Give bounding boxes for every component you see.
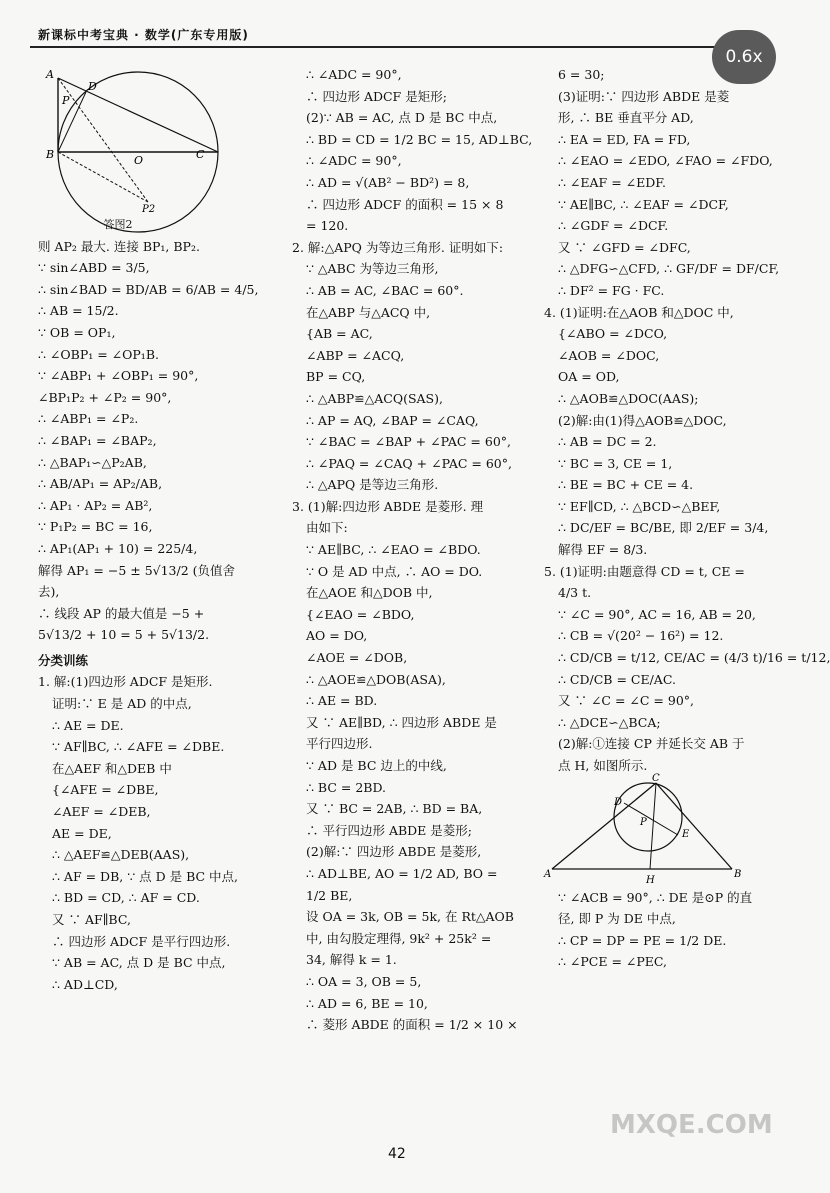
label-B: B <box>46 148 55 161</box>
text-line: ∴ ∠BAP₁ = ∠BAP₂, <box>38 432 157 448</box>
text-line: 4/3 t. <box>558 585 592 601</box>
label-D5: D <box>614 796 623 808</box>
text-line: ∴ △DFG∽△CFD, ∴ GF/DF = DF/CF, <box>558 261 780 277</box>
text-line: ∴ ∠ABP₁ = ∠P₂. <box>38 411 139 427</box>
text-line: ∵ P₁P₂ = BC = 16, <box>38 519 153 535</box>
text-line: ∵ AD 是 BC 边上的中线, <box>306 758 447 773</box>
text-line: ∵ AF∥BC, ∴ ∠AFE = ∠DBE. <box>52 739 225 755</box>
text-line: 34, 解得 k = 1. <box>306 952 397 968</box>
text-line: ∴ △ABP≌△ACQ(SAS), <box>306 390 443 406</box>
text-line: 4. (1)证明:在△AOB 和△DOC 中, <box>544 304 734 320</box>
text-line: ∴ OA = 3, OB = 5, <box>306 973 422 989</box>
figure-caption: 答图2 <box>103 218 133 231</box>
text-line: ∴ sin∠BAD = BD/AB = 6/AB = 4/5, <box>38 281 259 297</box>
text-line: 由如下: <box>306 520 348 536</box>
figure-2-circle-diagram <box>38 64 208 214</box>
column-2 <box>292 64 533 1036</box>
text-line: ∴ ∠OBP₁ = ∠OP₁B. <box>38 346 159 362</box>
text-line: ∠AEF = ∠DEB, <box>52 804 151 820</box>
text-line: ∴ AD⊥CD, <box>52 976 118 992</box>
text-line: 则 AP₂ 最大. 连接 BP₁, BP₂. <box>38 238 200 254</box>
watermark: MXQE.COM <box>610 1110 773 1140</box>
page-header: 新课标中考宝典 · 数学(广东专用版) <box>38 28 249 42</box>
text-line: ∴ CB = √(20² − 16²) = 12. <box>558 628 724 644</box>
text-line: 1. 解:(1)四边形 ADCF 是矩形. <box>38 674 213 690</box>
text-line: (3)证明:∵ 四边形 ABDE 是菱 <box>558 88 730 104</box>
text-line: ∠BP₁P₂ + ∠P₂ = 90°, <box>38 389 172 405</box>
text-line: 又 ∵ AE∥BD, ∴ 四边形 ABDE 是 <box>306 714 497 730</box>
text-line: ∴ CD/CB = t/12, CE/AC = (4/3 t)/16 = t/12, <box>558 650 830 666</box>
text-line: ∴ AD = 6, BE = 10, <box>306 995 428 1011</box>
text-line: ∵ sin∠ABD = 3/5, <box>38 260 150 276</box>
text-line: ∴ BE = BC + CE = 4. <box>558 477 694 493</box>
text-line: ∴ 四边形 ADCF 的面积 = 15 × 8 <box>306 196 504 212</box>
text-line: ∴ AP₁ · AP₂ = AB², <box>38 497 153 513</box>
text-line: ∵ △ABC 为等边三角形, <box>306 261 439 277</box>
text-line: ∴ ∠GDF = ∠DCF. <box>558 218 669 234</box>
text-line: 又 ∵ ∠GFD = ∠DFC, <box>558 239 691 255</box>
text-line: ∵ AB = AC, 点 D 是 BC 中点, <box>52 955 226 971</box>
text-line: ∴ CD/CB = CE/AC. <box>558 671 676 687</box>
text-line: 5√13/2 + 10 = 5 + 5√13/2. <box>38 627 210 643</box>
text-line: ∴ BD = CD, ∴ AF = CD. <box>52 890 200 906</box>
page-number: 42 <box>388 1146 406 1162</box>
text-line: ∴ △AOE≌△DOB(ASA), <box>306 671 446 687</box>
text-line: ∠AOE = ∠DOB, <box>306 650 408 666</box>
text-line: ∴ △APQ 是等边三角形. <box>306 477 439 493</box>
text-line: 在△ABP 与△ACQ 中, <box>306 304 431 320</box>
text-line: AO = DO, <box>306 628 368 644</box>
text-line: ∴ ∠PCE = ∠PEC, <box>558 954 668 970</box>
text-line: ∴ AB = 15/2. <box>38 303 119 319</box>
text-line: (2)解:∵ 四边形 ABDE 是菱形, <box>306 844 482 860</box>
text-line: ∴ 线段 AP 的最大值是 −5 + <box>38 605 205 621</box>
text-line: AE = DE, <box>52 825 112 841</box>
text-line: (2)解:由(1)得△AOB≌△DOC, <box>558 412 727 428</box>
label-P: P <box>62 94 70 107</box>
text-line: ∴ DF² = FG · FC. <box>558 282 665 298</box>
text-line: ∠ABP = ∠ACQ, <box>306 347 405 363</box>
text-line: ∴ AF = DB, ∵ 点 D 是 BC 中点, <box>52 868 238 884</box>
text-line: 1/2 BE, <box>306 887 353 903</box>
text-line: ∴ △BAP₁∽△P₂AB, <box>38 454 147 470</box>
text-line: ∴ △DCE∽△BCA; <box>558 714 661 730</box>
text-line: 设 OA = 3k, OB = 5k, 在 Rt△AOB <box>306 909 514 925</box>
text-line: {∠AFE = ∠DBE, <box>52 782 159 798</box>
text-line: 中, 由勾股定理得, 9k² + 25k² = <box>306 930 492 946</box>
text-line: ∴ AB = AC, ∠BAC = 60°. <box>306 282 464 298</box>
text-line: 2. 解:△APQ 为等边三角形. 证明如下: <box>292 239 504 255</box>
text-line: ∴ 四边形 ADCF 是平行四边形. <box>52 933 231 949</box>
text-line: = 120. <box>306 218 349 234</box>
text-line: ∵ EF∥CD, ∴ △BCD∽△BEF, <box>558 498 721 514</box>
header-rule <box>30 46 770 48</box>
text-line: 证明:∵ E 是 AD 的中点, <box>52 696 192 712</box>
text-line: ∵ AE∥BC, ∴ ∠EAO = ∠BDO. <box>306 542 481 558</box>
text-line: 点 H, 如图所示. <box>558 758 648 773</box>
text-line: ∴ ∠EAF = ∠EDF. <box>558 174 666 190</box>
text-line: ∴ BD = CD = 1/2 BC = 15, AD⊥BC, <box>306 131 533 147</box>
text-line: ∴ ∠ADC = 90°, <box>306 153 402 169</box>
text-line: ∴ AD⊥BE, AO = 1/2 AD, BO = <box>306 865 498 881</box>
text-line: 解得 EF = 8/3. <box>558 542 648 558</box>
text-line: ∴ ∠ADC = 90°, <box>306 67 402 82</box>
text-line: ∵ ∠BAC = ∠BAP + ∠PAC = 60°, <box>306 434 511 450</box>
text-line: 径, 即 P 为 DE 中点, <box>558 911 676 927</box>
text-line: {∠ABO = ∠DCO, <box>558 326 668 342</box>
text-line: 3. (1)解:四边形 ABDE 是菱形. 理 <box>292 498 484 514</box>
text-line: 5. (1)证明:由题意得 CD = t, CE = <box>544 563 745 579</box>
text-line: 解得 AP₁ = −5 ± 5√13/2 (负值舍 <box>38 562 236 578</box>
text-line: ∠AOB = ∠DOC, <box>558 347 660 363</box>
section-heading: 分类训练 <box>38 652 89 668</box>
text-line: ∴ DC/EF = BC/BE, 即 2/EF = 3/4, <box>558 520 769 536</box>
text-line: 在△AOE 和△DOB 中, <box>306 585 433 601</box>
text-line: ∴ AP = AQ, ∠BAP = ∠CAQ, <box>306 412 479 428</box>
text-line: ∴ 平行四边形 ABDE 是菱形; <box>306 822 472 838</box>
text-line: 在△AEF 和△DEB 中 <box>52 760 172 776</box>
text-line: OA = OD, <box>558 369 620 385</box>
text-line: 形, ∴ BE 垂直平分 AD, <box>558 110 694 126</box>
zoom-badge[interactable]: 0.6x <box>712 30 776 84</box>
text-line: 平行四边形. <box>306 736 373 752</box>
text-line: ∴ △AOB≌△DOC(AAS); <box>558 390 699 406</box>
text-line: {AB = AC, <box>306 326 373 342</box>
text-line: ∵ AE∥BC, ∴ ∠EAF = ∠DCF, <box>558 196 729 212</box>
label-A5: A <box>544 868 552 880</box>
text-line: ∴ EA = ED, FA = FD, <box>558 131 691 147</box>
text-line: ∵ ∠C = 90°, AC = 16, AB = 20, <box>558 606 756 622</box>
column-1 <box>38 64 278 995</box>
label-P2: P2 <box>142 204 156 215</box>
text-line: {∠EAO = ∠BDO, <box>306 606 415 622</box>
text-line: 又 ∵ AF∥BC, <box>52 912 131 927</box>
text-line: ∴ AE = BD. <box>306 693 378 709</box>
text-line: (2)∵ AB = AC, 点 D 是 BC 中点, <box>306 110 498 126</box>
text-line: (2)解:①连接 CP 并延长交 AB 于 <box>558 736 745 752</box>
text-line: ∵ OB = OP₁, <box>38 324 116 340</box>
text-line: ∵ BC = 3, CE = 1, <box>558 455 673 471</box>
text-line: ∵ O 是 AD 中点, ∴ AO = DO. <box>306 563 483 579</box>
column-3 <box>544 64 830 973</box>
label-D: D <box>88 80 97 93</box>
text-line: ∴ ∠PAQ = ∠CAQ + ∠PAC = 60°, <box>306 455 512 471</box>
text-line: 又 ∵ ∠C = ∠C = 90°, <box>558 693 694 709</box>
text-line: ∴ AD = √(AB² − BD²) = 8, <box>306 174 470 190</box>
text-line: BP = CQ, <box>306 369 366 385</box>
figure-5-triangle-circle <box>544 772 744 887</box>
text-line: ∴ △AEF≌△DEB(AAS), <box>52 847 190 863</box>
text-line: ∴ 菱形 ABDE 的面积 = 1/2 × 10 × <box>306 1017 518 1033</box>
text-line: ∵ ∠ACB = 90°, ∴ DE 是⊙P 的直 <box>558 889 753 905</box>
label-H5: H <box>646 874 655 886</box>
text-line: ∴ BC = 2BD. <box>306 779 387 795</box>
text-line: 去), <box>38 584 60 600</box>
text-line: ∴ CP = DP = PE = 1/2 DE. <box>558 932 727 948</box>
label-E5: E <box>682 828 690 840</box>
text-line: 6 = 30; <box>558 67 605 82</box>
label-P5: P <box>640 816 647 828</box>
text-line: ∴ AE = DE. <box>52 717 124 733</box>
text-line: ∴ 四边形 ADCF 是矩形; <box>306 88 447 104</box>
label-O: O <box>134 154 144 167</box>
label-B5: B <box>734 868 742 880</box>
text-line: ∴ AB = DC = 2. <box>558 434 657 450</box>
text-line: ∴ ∠EAO = ∠EDO, ∠FAO = ∠FDO, <box>558 153 773 169</box>
label-A: A <box>46 68 54 81</box>
text-line: 又 ∵ BC = 2AB, ∴ BD = BA, <box>306 801 483 817</box>
label-C5: C <box>652 772 660 784</box>
text-line: ∴ AP₁(AP₁ + 10) = 225/4, <box>38 540 198 556</box>
text-line: ∵ ∠ABP₁ + ∠OBP₁ = 90°, <box>38 368 199 384</box>
text-line: ∴ AB/AP₁ = AP₂/AB, <box>38 476 163 492</box>
label-C: C <box>196 148 205 161</box>
